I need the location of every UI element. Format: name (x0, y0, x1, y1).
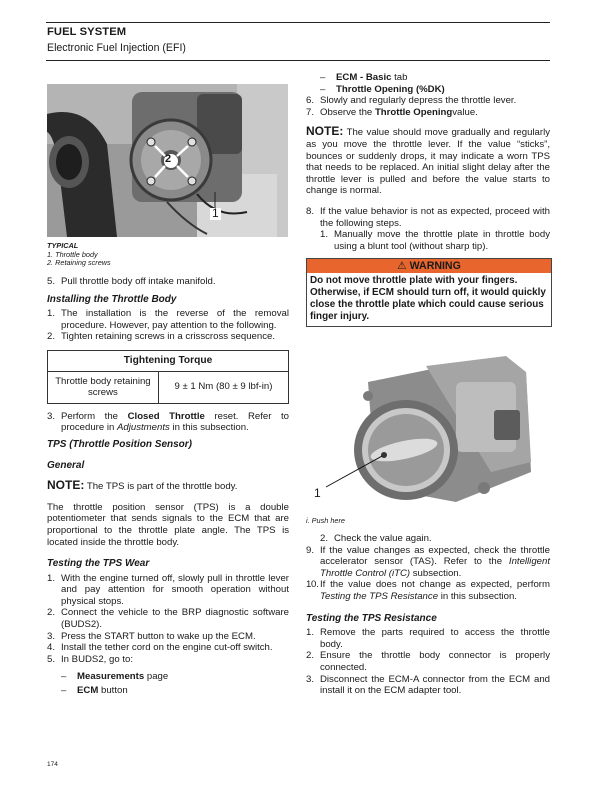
figure2-callout-1: 1 (314, 486, 321, 500)
goto-throttle-opening: – Throttle Opening (%DK) (320, 83, 445, 95)
general-heading: General (47, 459, 85, 471)
torque-table-title: Tightening Torque (48, 350, 289, 371)
goto-measurements: – Measurements page (61, 671, 169, 683)
goto-ecm-button: – ECM button (61, 685, 128, 697)
wear-step-7: 7. Observe the Throttle Openingvalue. (306, 106, 478, 118)
step8-sub-list-cont (320, 533, 550, 545)
install-step-2: 2. Tighten retaining screws in a crisscross sequence. (47, 331, 275, 343)
right-column-top (306, 72, 550, 327)
install-step-list (47, 308, 289, 343)
warning-text: Do not move throttle plate with your fingers. Otherwise, if ECM should turn off, it would quickly close the throttle plate which could cause serious finger injury. (310, 275, 546, 323)
buds2-goto-list (47, 671, 289, 696)
torque-table-value: 9 ± 1 Nm (80 ± 9 lbf-in) (158, 371, 288, 403)
goto-ecm-basic: – ECM - Basic tab (320, 72, 408, 83)
wear-step-6: 6. Slowly and regularly depress the throttle lever. (306, 95, 517, 107)
step8-substep-1: 1. Manually move the throttle plate in throttle body using a blunt tool (without sharp tip). (320, 229, 550, 252)
figure1-caption-item-1: 1. Throttle body (47, 249, 98, 259)
tps-note: NOTE: The TPS is part of the throttle body. (47, 478, 238, 493)
figure2-caption: i. Push here (306, 516, 345, 525)
testing-wear-heading: Testing the TPS Wear (47, 558, 150, 570)
wear-step-9: 9. If the value changes as expected, check the throttle accelerator sensor (TAS). Refer to the Intelligent Throttle Control (iTC) subsection. (306, 544, 550, 579)
figure1-callout-2: 2 (165, 153, 172, 165)
warning-box (306, 258, 552, 327)
wear-step-list-8 (306, 206, 550, 229)
throttle-plate-photo (306, 352, 550, 512)
header-bottom-rule (46, 60, 550, 61)
removal-step-5: 5. Pull throttle body off intake manifold. (47, 276, 216, 287)
throttle-plate-illustration (306, 352, 550, 512)
tps-paragraph: The throttle position sensor (TPS) is a double potentiometer that sends signals to the ECM that are proportional to the throttle plate angle. The TPS is located inside the throttle body. (47, 501, 289, 548)
wear-step-4: 4. Install the tether cord on the engine cut-off switch. (47, 642, 273, 654)
warning-header: ⚠ WARNING (307, 259, 551, 273)
torque-table-item: Throttle body retaining screws (48, 371, 159, 403)
figure1-callout-1: 1 (212, 206, 219, 220)
wear-step-5: 5. In BUDS2, go to: (47, 653, 133, 665)
install-step-3: 3. Perform the Closed Throttle reset. Refer to procedure in Adjustments in this subsection. (47, 410, 290, 434)
tps-heading: TPS (Throttle Position Sensor) (47, 438, 193, 450)
figure1-caption-title: TYPICAL (47, 241, 79, 250)
install-step-list-cont (47, 411, 289, 434)
resistance-step-list (306, 627, 550, 697)
right-column-bottom (306, 533, 550, 697)
wear-step-list-cont (306, 95, 550, 118)
subsection-title: Electronic Fuel Injection (EFI) (47, 42, 186, 54)
figure1-caption (47, 242, 289, 268)
removal-step-list (47, 276, 289, 288)
section-title: FUEL SYSTEM (47, 26, 127, 38)
install-step-1: 1. The installation is the reverse of the removal procedure. However, pay attention to the following. (47, 308, 289, 331)
throttle-note: NOTE: The value should move gradually and regularly as you move the throttle lever. If the value “sticks”, bounces or suddenly drops, it may indicate a worn TPS that needs to be replaced. An initial slight delay after the throttle lever is pulled and before the value starts to change is normal. (306, 124, 551, 197)
warning-triangle-icon: ⚠ (397, 260, 410, 273)
step8-sub-list (320, 229, 550, 252)
torque-table (47, 350, 289, 404)
wear-step-10: 10. If the value does not change as expected, perform Testing the TPS Resistance in this subsection. (306, 579, 550, 602)
wear-step-1: 1. With the engine turned off, slowly pull in throttle lever and pay attention for smooth operation without physical stops. (47, 572, 289, 607)
wear-step-8: 8. If the value behavior is not as expected, proceed with the following steps. (306, 205, 550, 229)
installing-heading: Installing the Throttle Body (47, 293, 177, 305)
resistance-step-3: 3. Disconnect the ECM-A connector from the ECM and install it on the ECM adapter tool. (306, 673, 550, 697)
left-column (47, 276, 289, 697)
step8-substep-2: 2. Check the value again. (320, 533, 432, 544)
header-top-rule (46, 22, 550, 23)
wear-step-3: 3. Press the START button to wake up the ECM. (47, 630, 256, 642)
wear-step-list (47, 573, 289, 666)
throttle-body-photo (47, 84, 288, 237)
resistance-step-2: 2. Ensure the throttle body connector is properly connected. (306, 650, 550, 673)
resistance-heading: Testing the TPS Resistance (306, 612, 437, 624)
page-number: 174 (47, 761, 58, 768)
wear-step-2: 2. Connect the vehicle to the BRP diagnostic software (BUDS2). (47, 607, 289, 631)
resistance-step-1: 1. Remove the parts required to access the throttle body. (306, 627, 550, 650)
wear-step-list-9-10 (306, 545, 550, 603)
figure1-caption-item-2: 2. Retaining screws (47, 258, 111, 268)
